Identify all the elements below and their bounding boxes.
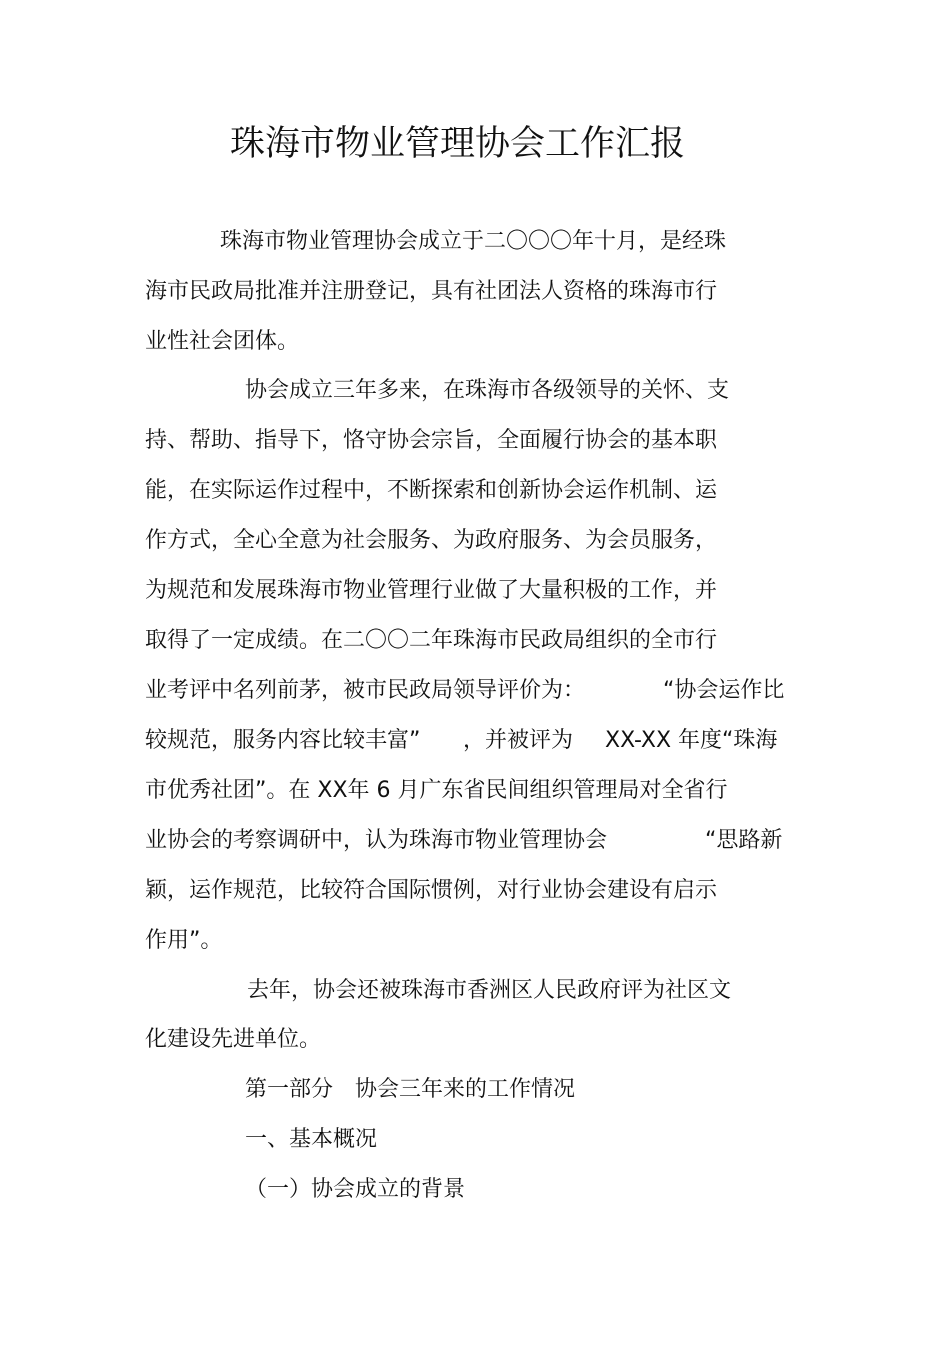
- paragraph-line: 协会成立三年多来，在珠海市各级领导的关怀、支: [245, 378, 730, 403]
- document-title: 珠海市物业管理协会工作汇报: [229, 124, 685, 164]
- subsection-heading: 一、基本概况: [245, 1127, 378, 1152]
- paragraph-line: 业考评中名列前茅，被市民政局领导评价为：: [145, 678, 586, 703]
- section-heading: 第一部分 协会三年来的工作情况: [245, 1077, 576, 1102]
- paragraph-line: 去年，协会还被珠海市香洲区人民政府评为社区文: [247, 978, 732, 1003]
- paragraph-line: 能，在实际运作过程中，不断探索和创新协会运作机制、运: [145, 478, 718, 503]
- paragraph-line: 取得了一定成绩。在二〇〇二年珠海市民政局组织的全市行: [145, 628, 718, 653]
- paragraph-segment: XX-XX 年度“珠海: [605, 728, 778, 753]
- quote-segment: “思路新: [705, 828, 783, 853]
- paragraph-line: 为规范和发展珠海市物业管理行业做了大量积极的工作，并: [145, 578, 718, 603]
- paragraph-line: 业性社会团体。: [145, 329, 300, 354]
- quote-segment: “协会运作比: [663, 678, 785, 703]
- paragraph-line: 业协会的考察调研中，认为珠海市物业管理协会: [145, 828, 608, 853]
- paragraph-line: 作方式，全心全意为社会服务、为政府服务、为会员服务，: [145, 528, 718, 553]
- paragraph-line: 珠海市物业管理协会成立于二〇〇〇年十月，是经珠: [220, 229, 727, 254]
- paragraph-segment: ，并被评为: [463, 728, 574, 753]
- subsection-heading: （一）协会成立的背景: [245, 1177, 466, 1202]
- paragraph-line: 作用”。: [145, 928, 223, 953]
- paragraph-line: 海市民政局批准并注册登记，具有社团法人资格的珠海市行: [145, 279, 718, 304]
- paragraph-line: 颖，运作规范，比较符合国际惯例，对行业协会建设有启示: [145, 878, 718, 903]
- paragraph-line: 较规范，服务内容比较丰富”: [145, 728, 421, 753]
- paragraph-line: 市优秀社团”。在 XX年 6 月广东省民间组织管理局对全省行: [145, 778, 728, 803]
- paragraph-line: 化建设先进单位。: [145, 1027, 322, 1052]
- paragraph-line: 持、帮助、指导下，恪守协会宗旨，全面履行协会的基本职: [145, 428, 718, 453]
